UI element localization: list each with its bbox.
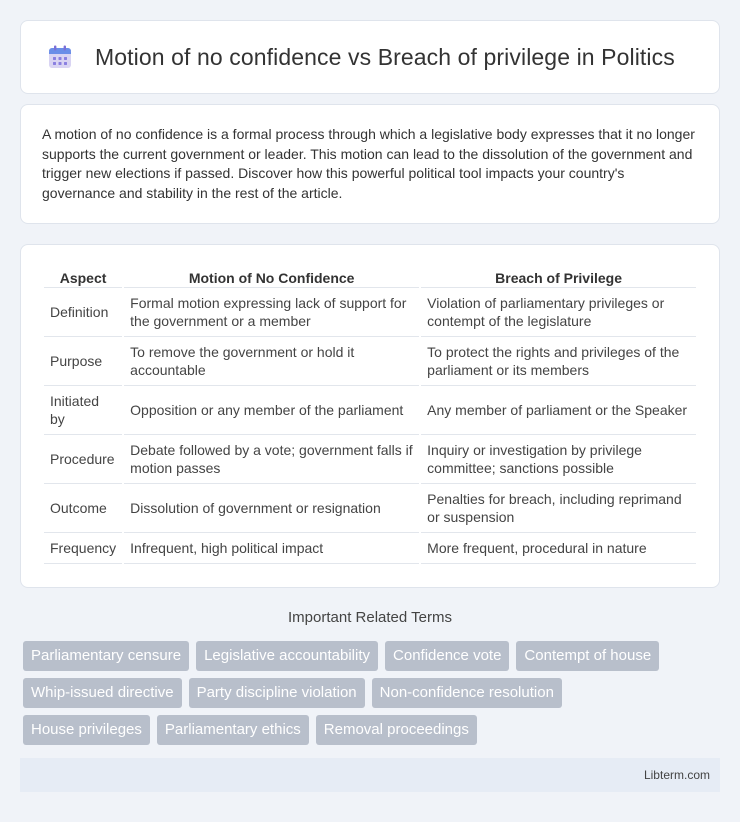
table-row	[44, 435, 696, 484]
cell-aspect: Procedure	[44, 435, 122, 484]
cell-aspect: Initiated by	[44, 386, 122, 435]
related-term-tag[interactable]: Parliamentary ethics	[157, 715, 309, 745]
tag-row	[23, 641, 723, 671]
intro-card	[20, 104, 720, 224]
table-row	[44, 288, 696, 337]
cell-breach: Inquiry or investigation by privilege committee; sanctions possible	[421, 435, 696, 484]
cell-aspect: Frequency	[44, 533, 122, 564]
table-row	[44, 337, 696, 386]
cell-aspect: Purpose	[44, 337, 122, 386]
cell-motion: Infrequent, high political impact	[124, 533, 419, 564]
page-title: Motion of no confidence vs Breach of privilege in Politics	[95, 43, 675, 70]
cell-breach: Any member of parliament or the Speaker	[421, 386, 696, 435]
cell-motion: Formal motion expressing lack of support for the government or a member	[124, 288, 419, 337]
cell-motion: Opposition or any member of the parliament	[124, 386, 419, 435]
related-term-tag[interactable]: Removal proceedings	[316, 715, 477, 745]
related-term-tag[interactable]: House privileges	[23, 715, 150, 745]
comparison-table	[42, 265, 698, 564]
cell-motion: To remove the government or hold it accountable	[124, 337, 419, 386]
cell-aspect: Outcome	[44, 484, 122, 533]
table-row	[44, 484, 696, 533]
cell-breach: Violation of parliamentary privileges or contempt of the legislature	[421, 288, 696, 337]
related-term-tag[interactable]: Confidence vote	[385, 641, 509, 671]
header-breach: Breach of Privilege	[421, 265, 696, 288]
header-card	[20, 20, 720, 94]
comparison-card	[20, 244, 720, 588]
related-term-tag[interactable]: Whip-issued directive	[23, 678, 182, 708]
related-term-tag[interactable]: Legislative accountability	[196, 641, 378, 671]
related-term-tag[interactable]: Party discipline violation	[189, 678, 365, 708]
related-term-tag[interactable]: Contempt of house	[516, 641, 659, 671]
header-motion: Motion of No Confidence	[124, 265, 419, 288]
related-term-tag[interactable]: Parliamentary censure	[23, 641, 189, 671]
header-aspect: Aspect	[44, 265, 122, 288]
tag-row	[23, 715, 723, 745]
footer	[20, 758, 720, 792]
footer-brand[interactable]: Libterm.com	[643, 768, 710, 782]
cell-motion: Debate followed by a vote; government falls if motion passes	[124, 435, 419, 484]
cell-breach: Penalties for breach, including reprimand or suspension	[421, 484, 696, 533]
table-row	[44, 533, 696, 564]
cell-breach: More frequent, procedural in nature	[421, 533, 696, 564]
related-term-tag[interactable]: Non-confidence resolution	[372, 678, 562, 708]
cell-motion: Dissolution of government or resignation	[124, 484, 419, 533]
cell-breach: To protect the rights and privileges of the parliament or its members	[421, 337, 696, 386]
intro-text: A motion of no confidence is a formal process through which a legislative body expresses that it no longer supports the current government or leader. This motion can lead to the dissolution of the government and trigger new elections if passed. Discover how this powerful political tool impacts your country's governance and stability in the rest of the article.	[42, 126, 695, 201]
calendar-icon	[47, 44, 73, 70]
related-terms-title: Important Related Terms	[288, 609, 452, 626]
tag-row	[23, 678, 723, 708]
cell-aspect: Definition	[44, 288, 122, 337]
table-row	[44, 386, 696, 435]
related-terms	[23, 641, 723, 752]
